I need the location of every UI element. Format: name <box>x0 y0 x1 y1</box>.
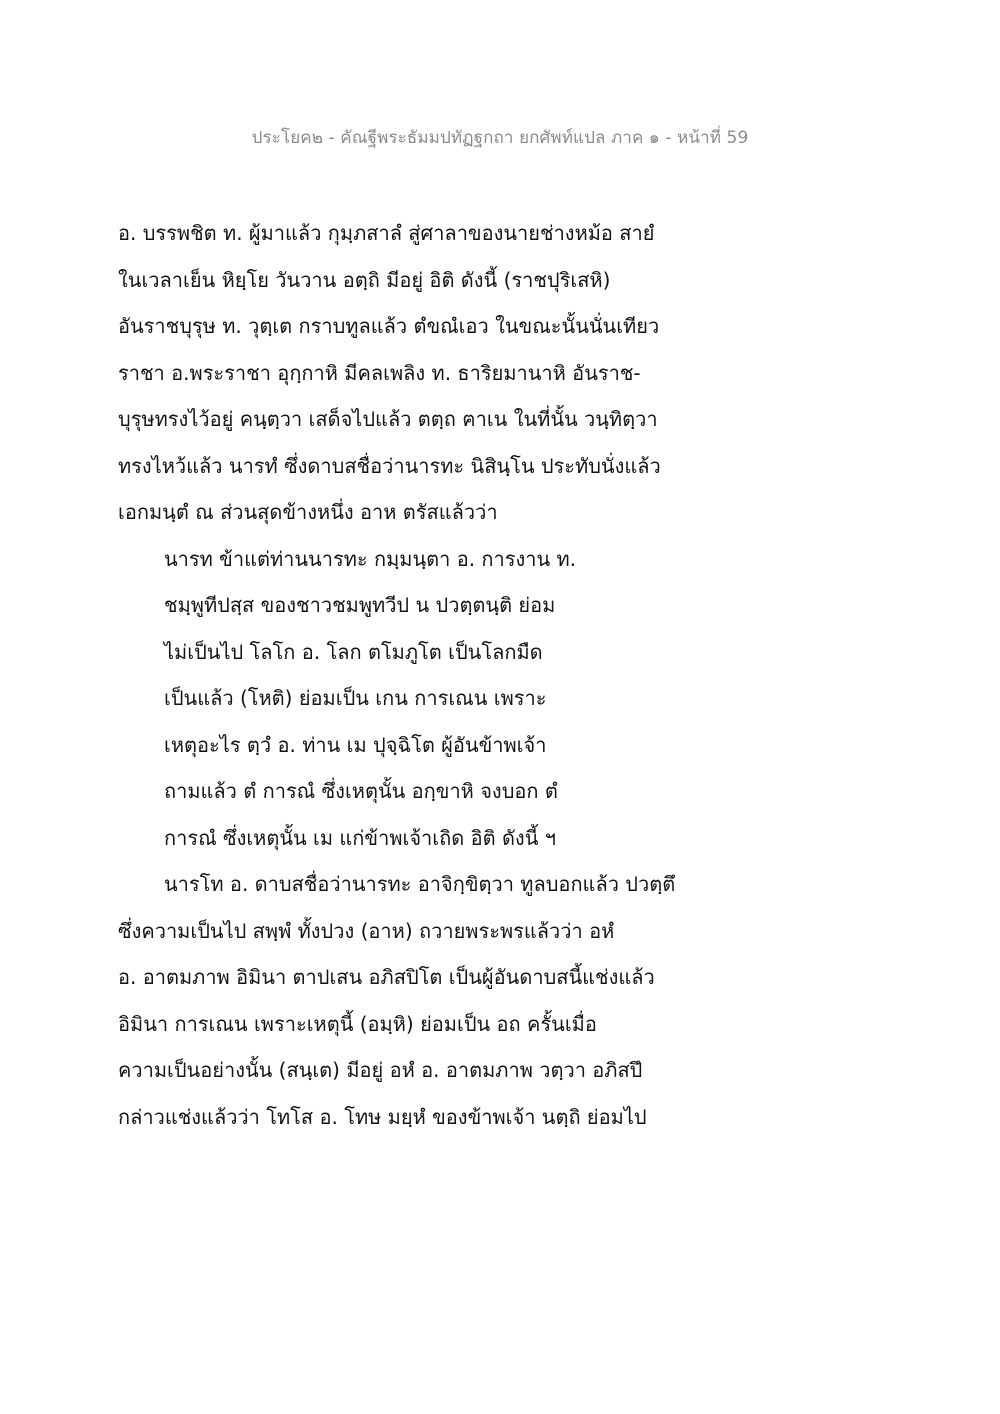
text-line-20: กล่าวแช่งแล้วว่า โทโส อ. โทษ มยฺหํ ของข้าพเจ้า นตฺถิ ย่อมไป <box>118 1104 647 1129</box>
text-line-6: ทรงไหว้แล้ว นารทํ ซึ่งดาบสชื่อว่านารทะ นิสินฺโน ประทับนั่งแล้ว <box>118 453 661 478</box>
text-line-11: เป็นแล้ว (โหติ) ย่อมเป็น เกน การเณน เพราะ <box>164 686 547 710</box>
text-line-19: ความเป็นอย่างนั้น (สนฺเต) มีอยู่ อหํ อ. อาตมภาพ วตฺวา อภิสปึ <box>118 1058 643 1082</box>
text-line-13: ถามแล้ว ตํ การณํ ซึ่งเหตุนั้น อกฺขาหิ จงบอก ตํ <box>164 779 558 803</box>
text-line-18: อิมินา การเณน เพราะเหตุนี้ (อมฺหิ) ย่อมเป็น อถ ครั้นเมื่อ <box>118 1011 597 1036</box>
text-line-2: ในเวลาเย็น หิยฺโย วันวาน อตฺถิ มีอยู่ อิติ ดังนี้ (ราชปุริเสหิ) <box>118 267 611 292</box>
body-text <box>118 210 708 1140</box>
text-line-5: บุรุษทรงไว้อยู่ คนฺตฺวา เสด็จไปแล้ว ตตฺถ ฅาเน ในที่นั้น วนฺทิตฺวา <box>118 407 658 431</box>
text-line-3: อันราชบุรุษ ท. วุตฺเต กราบทูลแล้ว ตํขณํเอว ในขณะนั้นนั่นเทียว <box>118 314 660 338</box>
text-line-9: ชมฺพูทีปสฺส ของชาวชมพูทวีป น ปวตฺตนฺติ ย่อม <box>164 593 556 617</box>
text-line-10: ไม่เป็นไป โลโก อ. โลก ตโมภูโต เป็นโลกมืด <box>164 639 543 664</box>
text-line-4: ราชา อ.พระราชา อุกฺกาหิ มีคลเพลิง ท. ธาริยมานาหิ อันราช- <box>118 360 641 385</box>
running-header: ประโยค๒ - คัณฐีพระธัมมปทัฏฐกถา ยกศัพท์แปล ภาค ๑ - หน้าที่ 59 <box>251 128 749 148</box>
text-line-16: ซึ่งความเป็นไป สพฺพํ ทั้งปวง (อาห) ถวายพระพรแล้วว่า อหํ <box>118 918 615 943</box>
text-line-8: นารท ข้าแต่ท่านนารทะ กมฺมนฺตา อ. การงาน ท. <box>164 546 577 571</box>
text-line-12: เหตุอะไร ตฺวํ อ. ท่าน เม ปุจฺฉิโต ผู้อันข้าพเจ้า <box>164 732 547 757</box>
text-line-17: อ. อาตมภาพ อิมินา ตาปเสน อภิสปิโต เป็นผู้อันดาบสนี้แช่งแล้ว <box>118 965 655 989</box>
text-line-14: การณํ ซึ่งเหตุนั้น เม แก่ข้าพเจ้าเถิด อิติ ดังนี้ ฯ <box>164 825 556 850</box>
text-line-15: นารโท อ. ดาบสชื่อว่านารทะ อาจิกฺขิตฺวา ทูลบอกแล้ว ปวตฺตึ <box>164 872 676 896</box>
text-line-7: เอกมนฺตํ ณ ส่วนสุดข้างหนึ่ง อาห ตรัสแล้วว่า <box>118 500 498 524</box>
text-line-1: อ. บรรพชิต ท. ผู้มาแล้ว กุมฺภสาลํ สู่ศาลาของนายช่างหม้อ สายํ <box>118 221 655 245</box>
